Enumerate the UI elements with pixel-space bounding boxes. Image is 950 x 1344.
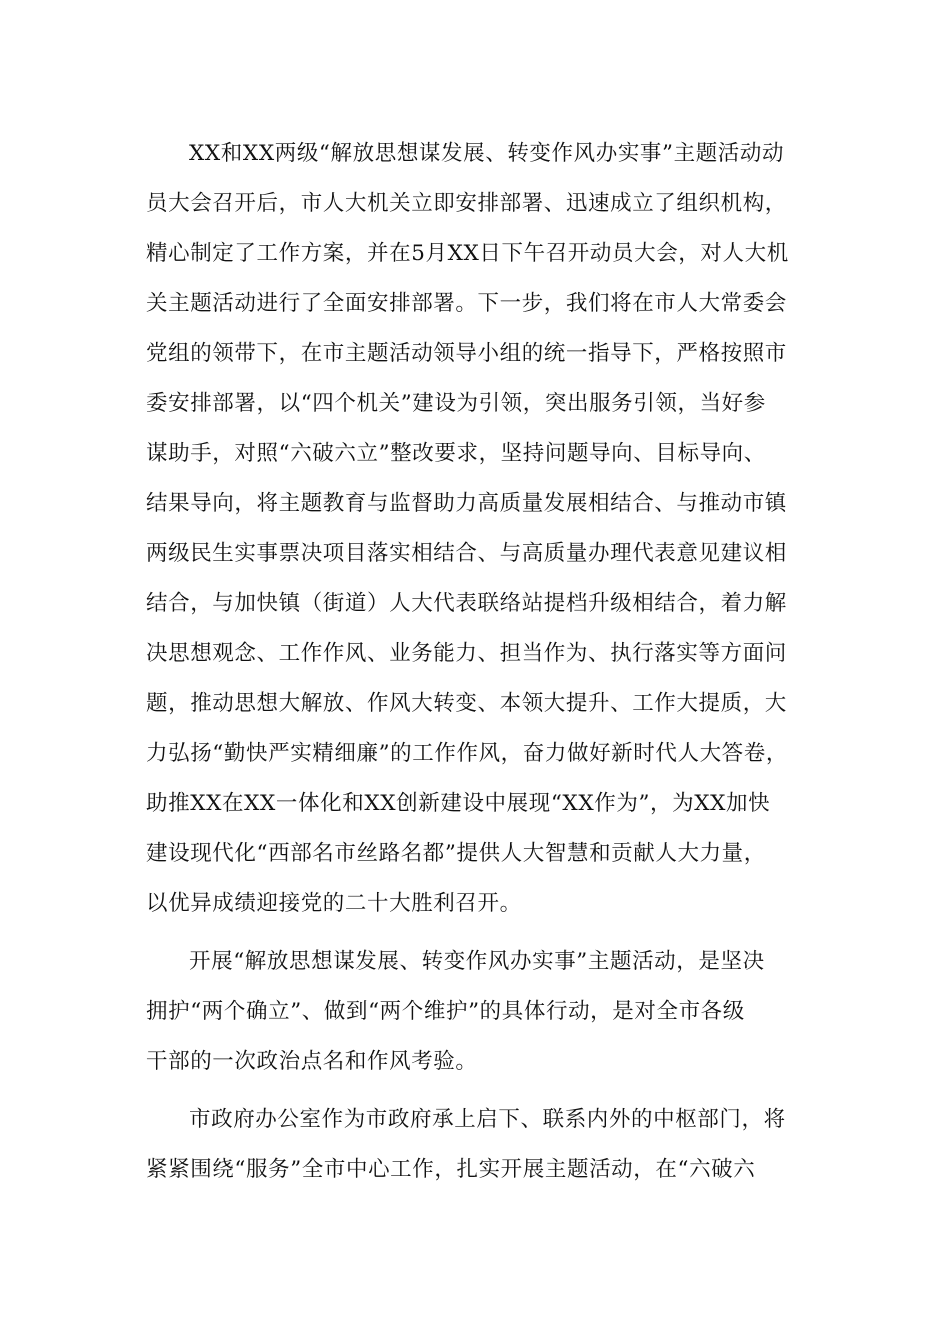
text-line: 开展“解放思想谋发展、转变作风办实事”主题活动，是坚决 bbox=[189, 949, 765, 974]
text-line: 市政府办公室作为市政府承上启下、联系内外的中枢部门，将 bbox=[189, 1107, 786, 1132]
text-line: 关主题活动进行了全面安排部署。下一步，我们将在市人大常委会 bbox=[146, 291, 787, 316]
text-line: 精心制定了工作方案，并在5月XX日下午召开动员大会，对人大机 bbox=[146, 241, 789, 266]
text-line: 员大会召开后，市人大机关立即安排部署、迅速成立了组织机构， bbox=[146, 191, 787, 216]
text-line: 决思想观念、工作作风、业务能力、担当作为、执行落实等方面问 bbox=[146, 641, 787, 666]
text-line: 力弘扬“勤快严实精细廉”的工作作风，奋力做好新时代人大答卷， bbox=[146, 741, 788, 766]
text-line: 题，推动思想大解放、作风大转变、本领大提升、工作大提质，大 bbox=[146, 691, 787, 716]
text-line: 委安排部署，以“四个机关”建设为引领，突出服务引领，当好参 bbox=[146, 391, 766, 416]
text-line: 拥护“两个确立”、做到“两个维护”的具体行动，是对全市各级 bbox=[146, 999, 745, 1024]
text-line: XX和XX两级“解放思想谋发展、转变作风办实事”主题活动动 bbox=[189, 141, 785, 166]
text-line: 建设现代化“西部名市丝路名都”提供人大智慧和贡献人大力量， bbox=[146, 841, 766, 866]
text-line: 干部的一次政治点名和作风考验。 bbox=[146, 1049, 478, 1074]
text-line: 助推XX在XX一体化和XX创新建设中展现“XX作为”，为XX加快 bbox=[146, 791, 771, 816]
text-line: 谋助手，对照“六破六立”整改要求，坚持问题导向、目标导向、 bbox=[146, 441, 766, 466]
text-line: 紧紧围绕“服务”全市中心工作，扎实开展主题活动，在“六破六 bbox=[146, 1157, 756, 1182]
text-line: 党组的领带下，在市主题活动领导小组的统一指导下，严格按照市 bbox=[146, 341, 787, 366]
text-line: 以优异成绩迎接党的二十大胜利召开。 bbox=[146, 891, 522, 916]
text-line: 结果导向，将主题教育与监督助力高质量发展相结合、与推动市镇 bbox=[146, 491, 787, 516]
text-line: 结合，与加快镇（街道）人大代表联络站提档升级相结合，着力解 bbox=[146, 591, 787, 616]
text-line: 两级民生实事票决项目落实相结合、与高质量办理代表意见建议相 bbox=[146, 541, 787, 566]
